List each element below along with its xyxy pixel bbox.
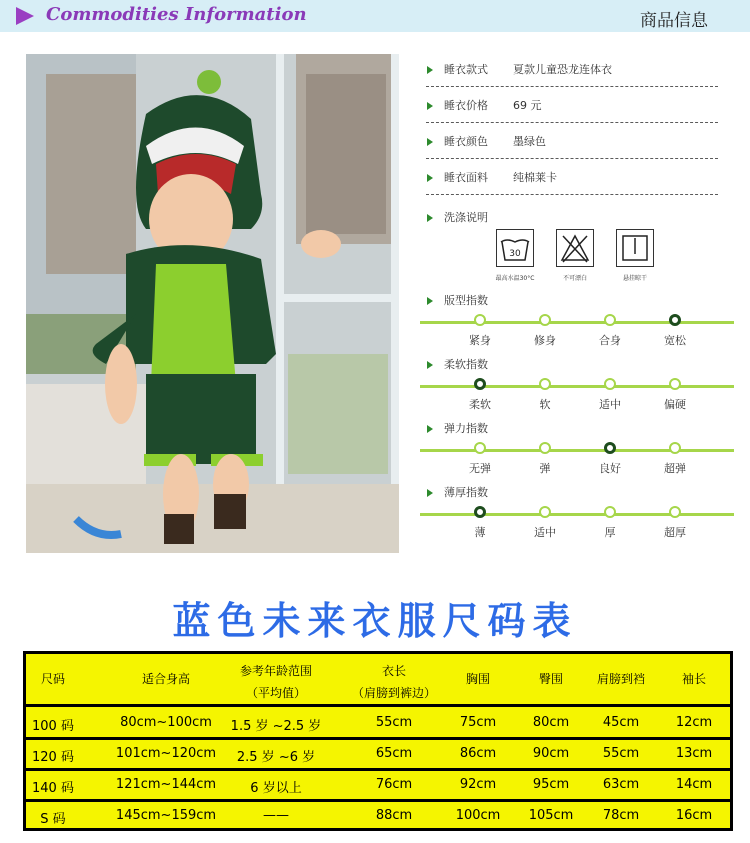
- scale-dot: [539, 378, 551, 390]
- scale-dot: [604, 314, 616, 326]
- table-cell: 1.5 岁 ~2.5 岁: [230, 719, 322, 734]
- divider: [426, 86, 718, 87]
- scale-dot: [539, 506, 551, 518]
- scale-dot: [474, 442, 486, 454]
- scale-label: 柔软指数: [444, 358, 488, 371]
- scale-option-label: 修身: [534, 334, 556, 347]
- divider: [426, 194, 718, 195]
- scale-dot: [669, 442, 681, 454]
- scale-track: [420, 449, 734, 452]
- attribute-value: 69 元: [513, 99, 542, 112]
- scale-label: 弹力指数: [444, 422, 488, 435]
- svg-text:30: 30: [509, 249, 521, 259]
- table-cell: 140 码: [32, 781, 74, 796]
- header-cell: 肩膀到裆: [596, 672, 645, 686]
- scale-dot: [539, 314, 551, 326]
- header-title-cn: 商品信息: [640, 11, 708, 31]
- scale-option-label: 薄: [474, 526, 486, 539]
- bullet-icon: [427, 174, 433, 182]
- header-cell: （肩膀到裤边）: [351, 686, 436, 700]
- table-cell: 145cm~159cm: [115, 808, 217, 823]
- table-cell: 45cm: [602, 715, 640, 730]
- scale-option-label: 良好: [599, 462, 621, 475]
- scale-option-label: 合身: [599, 334, 621, 347]
- scale-dot: [669, 378, 681, 390]
- bullet-icon: [427, 425, 433, 433]
- table-cell: 105cm: [528, 808, 574, 823]
- scale-option-label: 软: [539, 398, 551, 411]
- header-triangle-icon: [16, 7, 34, 25]
- attribute-label: 睡衣款式: [444, 63, 488, 76]
- attribute-value: 纯棉莱卡: [513, 171, 557, 184]
- scale-option-label: 紧身: [469, 334, 491, 347]
- attribute-row: [420, 56, 720, 86]
- table-cell: 92cm: [459, 777, 497, 792]
- header-cell: 衣长: [381, 664, 406, 678]
- size-table: [23, 651, 733, 831]
- table-cell: 100cm: [455, 808, 501, 823]
- scale-dot-selected: [669, 314, 681, 326]
- header-cell: 参考年龄范围: [239, 664, 312, 678]
- scale-dot-selected: [474, 378, 486, 390]
- scale-option-label: 超厚: [664, 526, 686, 539]
- scale-label: 薄厚指数: [444, 486, 488, 499]
- table-cell: 95cm: [532, 777, 570, 792]
- table-cell: 14cm: [675, 777, 713, 792]
- scale-track: [420, 321, 734, 324]
- table-cell: 86cm: [459, 746, 497, 761]
- hang-dry-icon: [616, 229, 654, 267]
- table-cell: 80cm~100cm: [120, 715, 212, 730]
- no-bleach-caption: 不可漂白: [562, 275, 587, 282]
- hang-dry-caption: 悬挂晾干: [622, 275, 647, 282]
- product-photo: [26, 54, 399, 553]
- table-rule: [26, 799, 730, 802]
- scale-dot-selected: [604, 442, 616, 454]
- scale-track: [420, 385, 734, 388]
- table-cell: 88cm: [375, 808, 413, 823]
- table-rule: [26, 737, 730, 740]
- divider: [426, 122, 718, 123]
- scale-option-label: 弹: [539, 462, 551, 475]
- header-title-en: Commodities Information: [46, 4, 307, 25]
- size-chart-title: 蓝色未来衣服尺码表: [172, 599, 578, 643]
- table-cell: 78cm: [602, 808, 640, 823]
- header-bar: [0, 0, 750, 32]
- bullet-icon: [427, 102, 433, 110]
- scale-option-label: 适中: [534, 526, 556, 539]
- table-rule: [26, 704, 730, 707]
- wash-label: 洗涤说明: [444, 211, 488, 224]
- bullet-icon: [427, 66, 433, 74]
- scale-option-label: 厚: [604, 526, 616, 539]
- scale-option-label: 超弹: [664, 462, 686, 475]
- table-cell: 120 码: [32, 750, 74, 765]
- bullet-icon: [427, 138, 433, 146]
- table-cell: 55cm: [375, 715, 413, 730]
- table-cell: 76cm: [375, 777, 413, 792]
- header-cell: （平均值）: [245, 686, 306, 700]
- table-cell: ——: [263, 808, 289, 823]
- bullet-icon: [427, 361, 433, 369]
- table-cell: 2.5 岁 ~6 岁: [236, 750, 316, 765]
- scale-option-label: 无弹: [469, 462, 491, 475]
- scale-option-label: 宽松: [664, 334, 686, 347]
- scale-dot: [539, 442, 551, 454]
- table-cell: 75cm: [459, 715, 497, 730]
- table-cell: 65cm: [375, 746, 413, 761]
- table-cell: 12cm: [675, 715, 713, 730]
- table-cell: 80cm: [532, 715, 570, 730]
- divider: [426, 158, 718, 159]
- attribute-value: 墨绿色: [513, 135, 546, 148]
- attribute-row: [420, 128, 720, 158]
- table-cell: 101cm~120cm: [115, 746, 217, 761]
- scale-dot-selected: [474, 506, 486, 518]
- table-cell: 121cm~144cm: [115, 777, 217, 792]
- scale-dot: [474, 314, 486, 326]
- attribute-value: 夏款儿童恐龙连体衣: [513, 63, 612, 76]
- header-cell: 适合身高: [141, 672, 190, 686]
- table-cell: 6 岁以上: [250, 781, 302, 796]
- scale-dot: [604, 378, 616, 390]
- bullet-icon: [427, 214, 433, 222]
- attribute-row: [420, 92, 720, 122]
- header-cell: 袖长: [681, 672, 706, 686]
- wash-30-icon: [496, 229, 534, 267]
- attribute-label: 睡衣颜色: [444, 135, 488, 148]
- table-rule: [26, 768, 730, 771]
- scale-option-label: 适中: [599, 398, 621, 411]
- table-cell: 90cm: [532, 746, 570, 761]
- scale-option-label: 偏硬: [664, 398, 686, 411]
- bullet-icon: [427, 297, 433, 305]
- scale-dot: [604, 506, 616, 518]
- scale-label: 版型指数: [444, 294, 488, 307]
- header-cell: 臀围: [538, 672, 563, 686]
- bullet-icon: [427, 489, 433, 497]
- header-cell: 尺码: [40, 672, 65, 686]
- attribute-row: [420, 164, 720, 194]
- table-cell: S 码: [40, 812, 66, 827]
- header-cell: 胸围: [465, 672, 490, 686]
- table-cell: 16cm: [675, 808, 713, 823]
- scale-option-label: 柔软: [469, 398, 491, 411]
- scale-dot: [669, 506, 681, 518]
- table-cell: 100 码: [32, 719, 74, 734]
- attribute-label: 睡衣面料: [444, 171, 488, 184]
- table-cell: 13cm: [675, 746, 713, 761]
- table-cell: 63cm: [602, 777, 640, 792]
- table-cell: 55cm: [602, 746, 640, 761]
- attribute-label: 睡衣价格: [444, 99, 488, 112]
- wash-30-caption: 最高水温30°C: [495, 275, 535, 282]
- scale-track: [420, 513, 734, 516]
- no-bleach-icon: [556, 229, 594, 267]
